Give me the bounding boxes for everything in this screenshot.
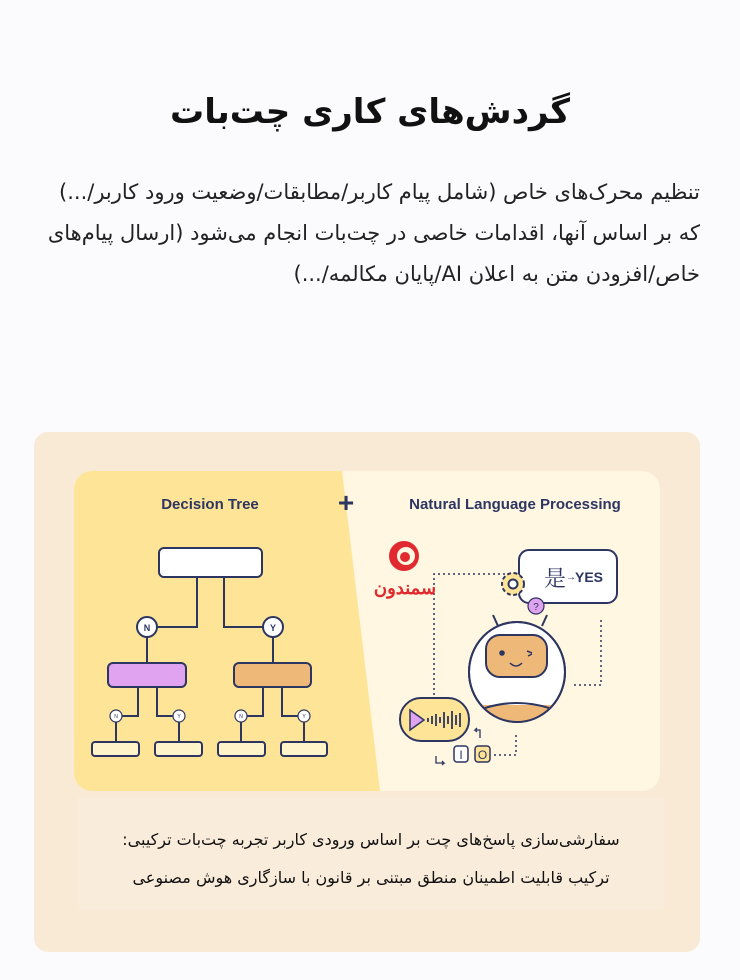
- decision-tree-label: Decision Tree: [161, 496, 259, 513]
- caption-line-2: ترکیب قابلیت اطمینان منطق مبتنی بر قانون با سازگاری هوش مصنوعی: [132, 868, 610, 887]
- arrow-icon: →: [566, 572, 576, 583]
- hybrid-chatbot-illustration: [74, 471, 660, 791]
- gear-icon: [502, 573, 524, 595]
- page-description: تنظیم محرک‌های خاص (شامل پیام کاربر/مطابقات/وضعیت ورود کاربر/...) که بر اساس آنها، اقدامات خاصی در چت‌بات انجام می‌شود (ارسال پیام‌های خاص/افزودن متن به اعلان AI/پایان مکالمه/...): [47, 180, 700, 286]
- node-yes-label: Y: [177, 714, 181, 720]
- output-label: O: [477, 748, 488, 762]
- caption-line-1: سفارشی‌سازی پاسخ‌های چت بر اساس ورودی کاربر تجربه چت‌بات ترکیبی:: [122, 830, 620, 849]
- chinese-char: 是: [544, 566, 567, 591]
- page-title: گردش‌های کاری چت‌بات: [170, 92, 570, 132]
- node-no-label: N: [239, 714, 243, 720]
- node-yes-label: Y: [269, 623, 277, 633]
- nlp-label: Natural Language Processing: [409, 496, 621, 513]
- yes-text: YES: [575, 569, 604, 585]
- node-yes-label: Y: [302, 714, 306, 720]
- input-label: I: [459, 748, 463, 762]
- illustration-caption: [78, 797, 664, 910]
- logo-text: سمندون: [373, 578, 437, 598]
- plus-icon: +: [337, 487, 355, 518]
- question-mark: ?: [533, 602, 539, 613]
- node-no-label: N: [114, 714, 118, 720]
- node-no-label: N: [143, 623, 151, 633]
- feature-card: [34, 432, 700, 952]
